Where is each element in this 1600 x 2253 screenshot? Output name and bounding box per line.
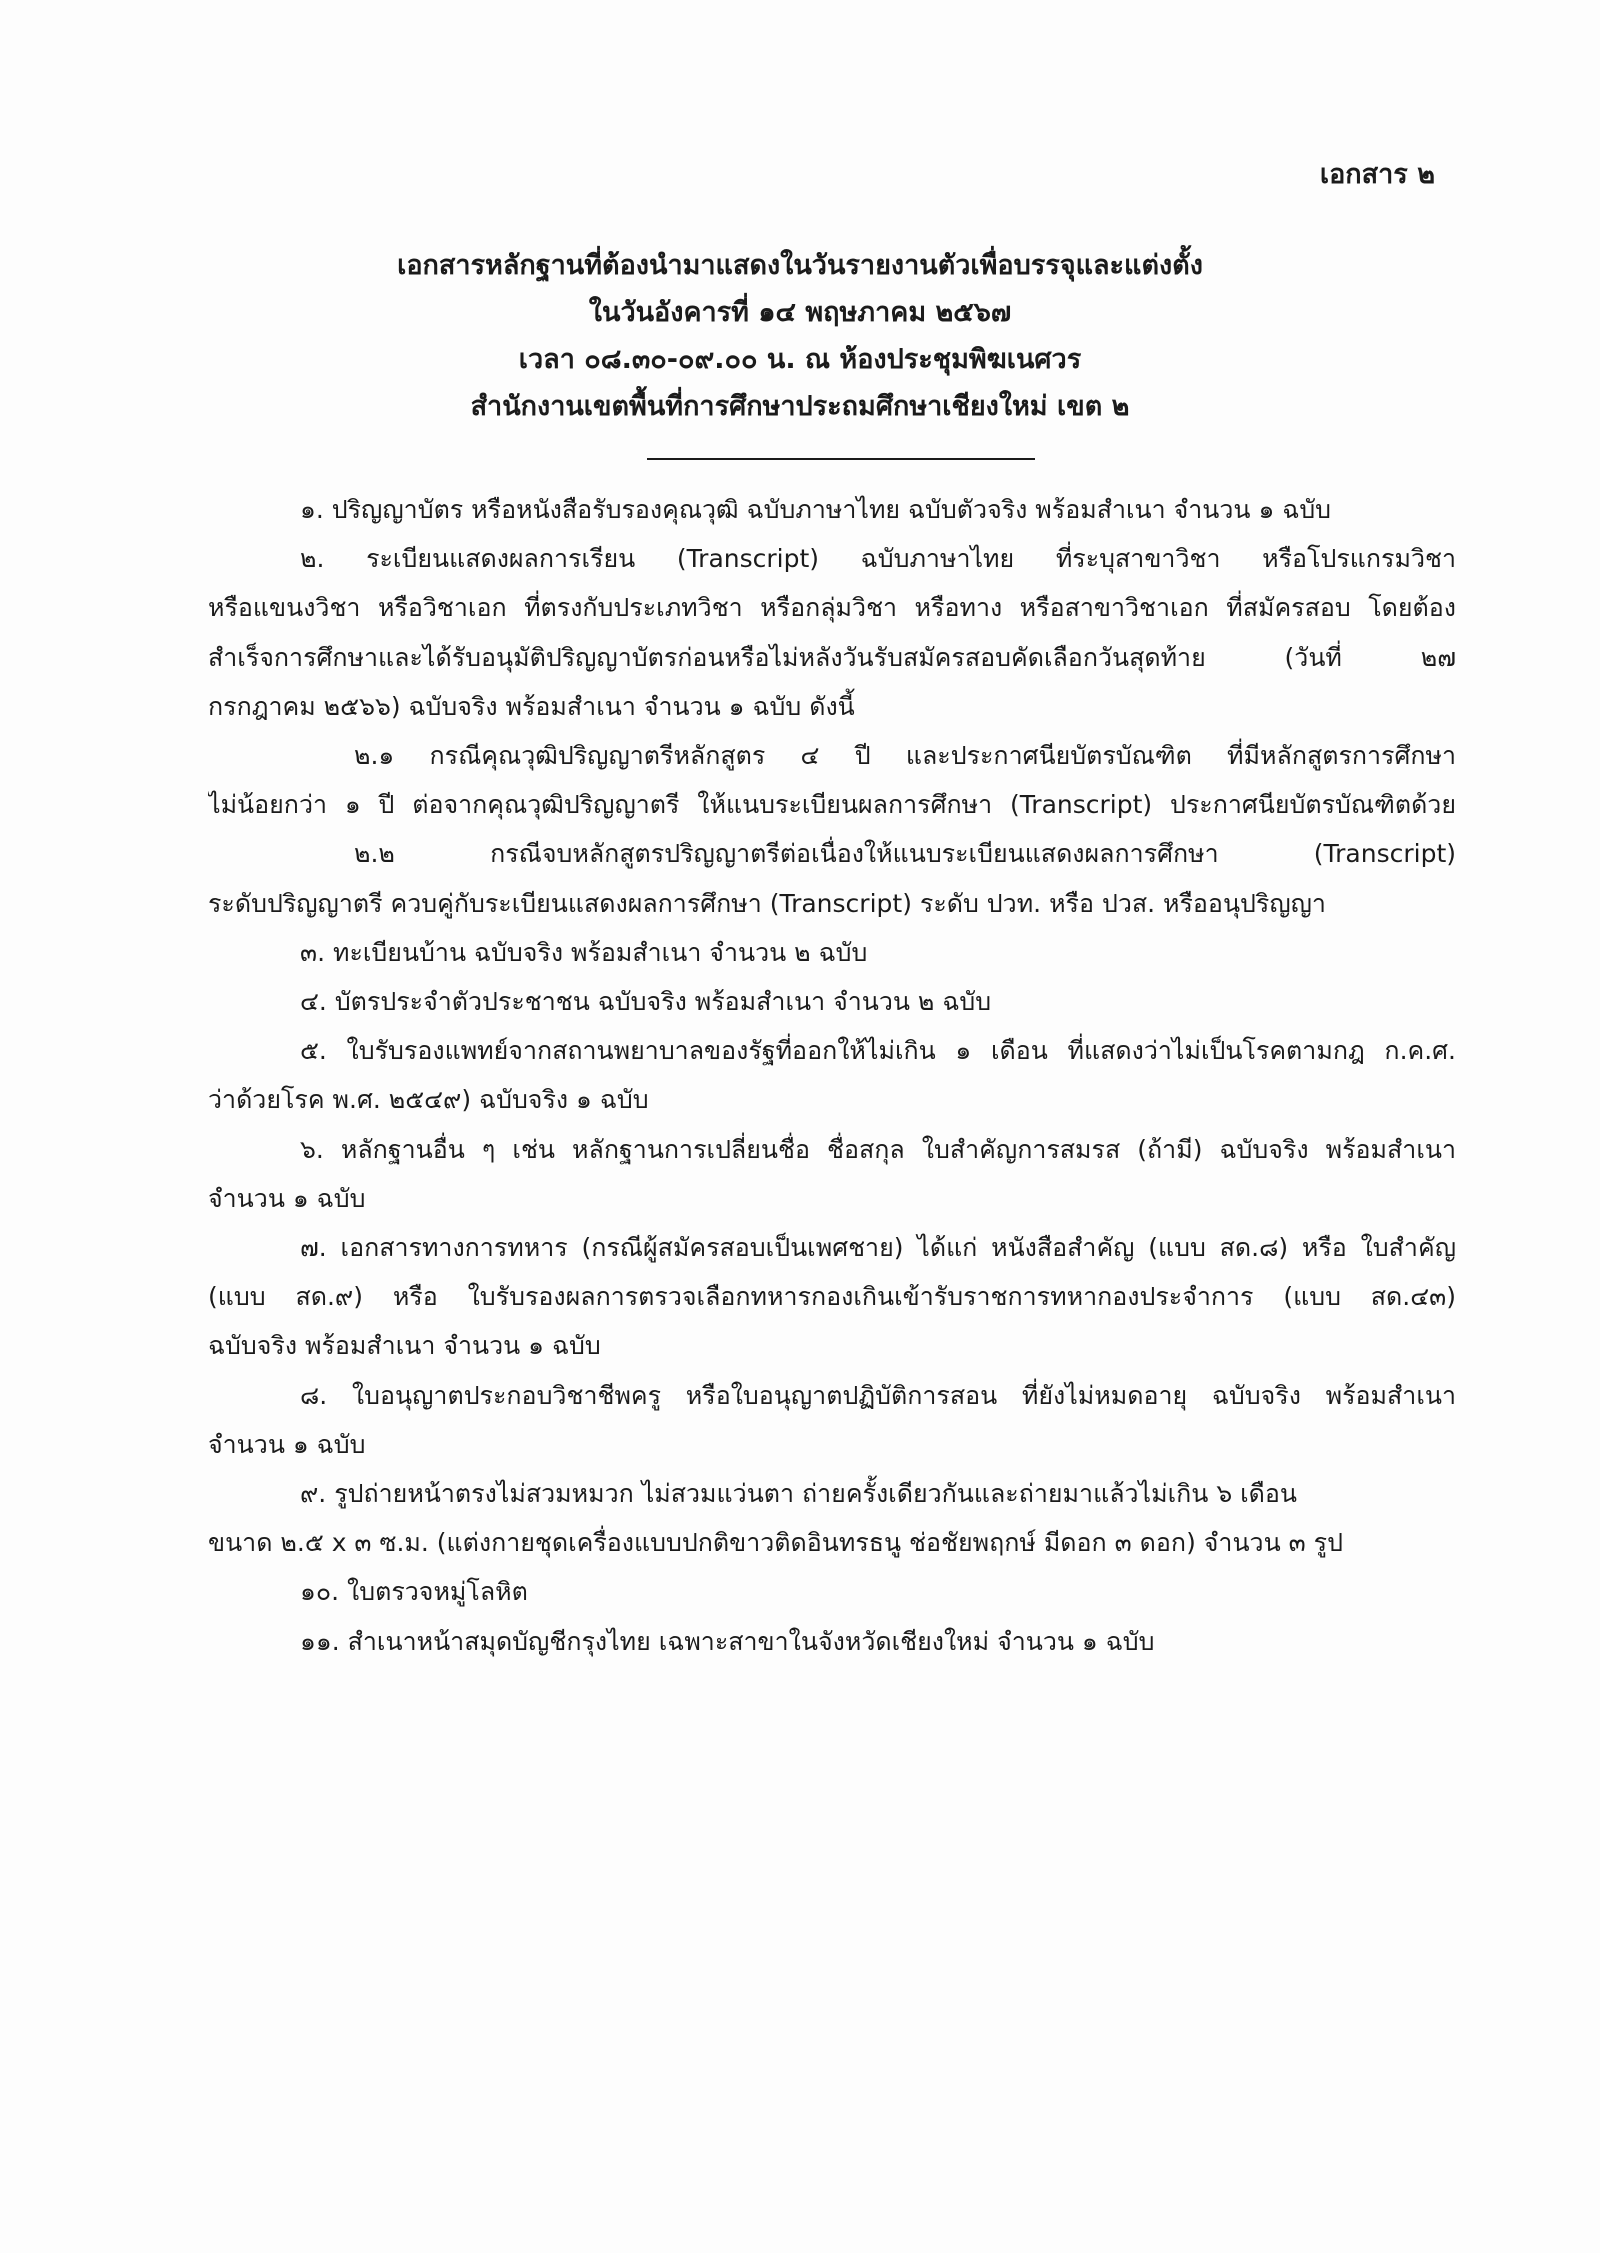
list-subitem-2-1-continuation: ไม่น้อยกว่า ๑ ปี ต่อจากคุณวุฒิปริญญาตรี ให้แนบระเบียนผลการศึกษา (Transcript) ประกาศนียบัตรบัณฑิตด้วย bbox=[208, 790, 1456, 820]
document-title bbox=[0, 242, 1600, 430]
requirements-list bbox=[208, 485, 1456, 1666]
list-subitem-2-2: ๒.๒ กรณีจบหลักสูตรปริญญาตรีต่อเนื่องให้แนบระเบียนแสดงผลการศึกษา (Transcript) bbox=[354, 839, 1456, 869]
list-subitem-2-2-continuation: ระดับปริญญาตรี ควบคู่กับระเบียนแสดงผลการศึกษา (Transcript) ระดับ ปวท. หรือ ปวส. หรืออนุปริญญา bbox=[208, 888, 1326, 918]
list-item-1: ๑. ปริญญาบัตร หรือหนังสือรับรองคุณวุฒิ ฉบับภาษาไทย ฉบับตัวจริง พร้อมสำเนา จำนวน ๑ ฉบับ bbox=[300, 495, 1332, 524]
list-item-7-continuation: ฉบับจริง พร้อมสำเนา จำนวน ๑ ฉบับ bbox=[208, 1331, 601, 1361]
list-item-2-continuation: หรือแขนงวิชา หรือวิชาเอก ที่ตรงกับประเภทวิชา หรือกลุ่มวิชา หรือทาง หรือสาขาวิชาเอก ที่สมัครสอบ โดยต้อง bbox=[208, 593, 1456, 623]
document-label: เอกสาร ๒ bbox=[1319, 159, 1435, 190]
list-item-7: ๗. เอกสารทางการทหาร (กรณีผู้สมัครสอบเป็นเพศชาย) ได้แก่ หนังสือสำคัญ (แบบ สด.๘) หรือ ใบสำคัญ bbox=[300, 1233, 1456, 1263]
list-item-7-continuation: (แบบ สด.๙) หรือ ใบรับรองผลการตรวจเลือกทหารกองเกินเข้ารับราชการทหากองประจำการ (แบบ สด.๔๓) bbox=[208, 1282, 1456, 1312]
title-line: สำนักงานเขตพื้นที่การศึกษาประถมศึกษาเชียงใหม่ เขต ๒ bbox=[470, 391, 1130, 422]
list-item-8-continuation: จำนวน ๑ ฉบับ bbox=[208, 1429, 366, 1459]
list-item-2-continuation: สำเร็จการศึกษาและได้รับอนุมัติปริญญาบัตรก่อนหรือไม่หลังวันรับสมัครสอบคัดเลือกวันสุดท้าย (วันที่ ๒๗ bbox=[208, 642, 1456, 672]
list-item-6: ๖. หลักฐานอื่น ๆ เช่น หลักฐานการเปลี่ยนชื่อ ชื่อสกุล ใบสำคัญการสมรส (ถ้ามี) ฉบับจริง พร้อมสำเนา bbox=[300, 1134, 1456, 1164]
title-line: เอกสารหลักฐานที่ต้องนำมาแสดงในวันรายงานตัวเพื่อบรรจุและแต่งตั้ง bbox=[397, 250, 1203, 281]
list-item-8: ๘. ใบอนุญาตประกอบวิชาชีพครู หรือใบอนุญาตปฏิบัติการสอน ที่ยังไม่หมดอายุ ฉบับจริง พร้อมสำเนา bbox=[300, 1380, 1456, 1410]
title-line: เวลา ๐๘.๓๐-๐๙.๐๐ น. ณ ห้องประชุมพิฆเนศวร bbox=[518, 344, 1082, 375]
list-item-5-continuation: ว่าด้วยโรค พ.ศ. ๒๕๔๙) ฉบับจริง ๑ ฉบับ bbox=[208, 1085, 649, 1115]
list-item-3: ๓. ทะเบียนบ้าน ฉบับจริง พร้อมสำเนา จำนวน ๒ ฉบับ bbox=[300, 937, 868, 967]
list-item-4: ๔. บัตรประจำตัวประชาชน ฉบับจริง พร้อมสำเนา จำนวน ๒ ฉบับ bbox=[300, 987, 992, 1017]
list-item-9-continuation: ขนาด ๒.๕ x ๓ ซ.ม. (แต่งกายชุดเครื่องแบบปกติขาวติดอินทรธนู ช่อชัยพฤกษ์ มีดอก ๓ ดอก) จำนวน ๓ รูป bbox=[208, 1528, 1343, 1558]
list-item-2-continuation: กรกฎาคม ๒๕๖๖) ฉบับจริง พร้อมสำเนา จำนวน ๑ ฉบับ ดังนี้ bbox=[208, 691, 855, 721]
list-item-11: ๑๑. สำเนาหน้าสมุดบัญชีกรุงไทย เฉพาะสาขาในจังหวัดเชียงใหม่ จำนวน ๑ ฉบับ bbox=[300, 1626, 1155, 1656]
list-item-10: ๑๐. ใบตรวจหมู่โลหิต bbox=[300, 1577, 528, 1607]
title-line: ในวันอังคารที่ ๑๔ พฤษภาคม ๒๕๖๗ bbox=[588, 297, 1012, 328]
list-item-5: ๕. ใบรับรองแพทย์จากสถานพยาบาลของรัฐที่ออกให้ไม่เกิน ๑ เดือน ที่แสดงว่าไม่เป็นโรคตามกฎ ก.ค.ศ. bbox=[300, 1036, 1456, 1066]
list-subitem-2-1: ๒.๑ กรณีคุณวุฒิปริญญาตรีหลักสูตร ๔ ปี และประกาศนียบัตรบัณฑิต ที่มีหลักสูตรการศึกษา bbox=[354, 741, 1456, 771]
list-item-6-continuation: จำนวน ๑ ฉบับ bbox=[208, 1183, 366, 1213]
title-underline bbox=[647, 458, 1035, 460]
list-item-9: ๙. รูปถ่ายหน้าตรงไม่สวมหมวก ไม่สวมแว่นตา ถ่ายครั้งเดียวกันและถ่ายมาแล้วไม่เกิน ๖ เดือน bbox=[300, 1479, 1298, 1509]
list-item-2: ๒. ระเบียนแสดงผลการเรียน (Transcript) ฉบับภาษาไทย ที่ระบุสาขาวิชา หรือโปรแกรมวิชา bbox=[300, 544, 1456, 574]
